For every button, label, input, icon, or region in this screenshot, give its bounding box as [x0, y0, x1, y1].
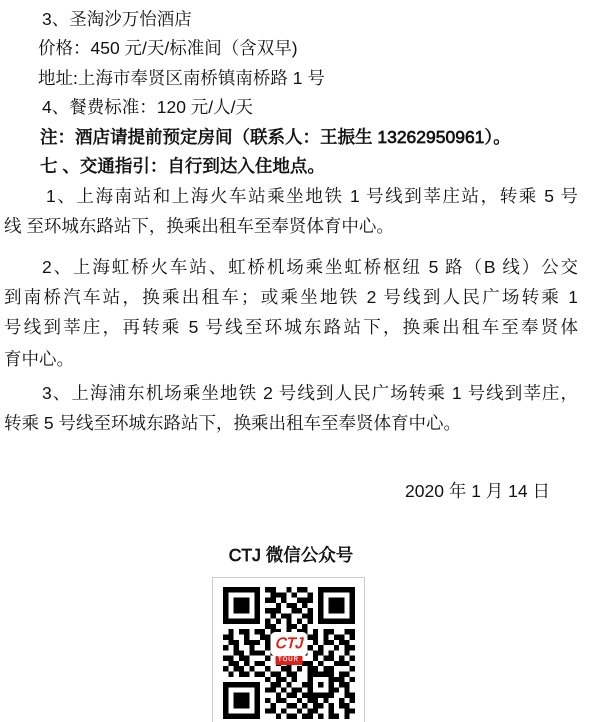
- route1-line1: 1、上海南站和上海火车站乘坐地铁 1 号线到莘庄站，转乘 5 号: [46, 186, 578, 206]
- booking-note-line: 注：酒店请提前预定房间（联系人：王振生 13262950961）。: [40, 127, 511, 147]
- hotel-price-line: 价格：450 元/天/标准间（含双早): [38, 38, 298, 58]
- route2-line3: 号线到莘庄，再转乘 5 号线至环城东路站下，换乘出租车至奉贤体: [4, 317, 578, 337]
- traffic-guide-heading: 七 、交通指引：自行到达入住地点。: [40, 156, 325, 176]
- document-date: 2020 年 1 月 14 日: [405, 481, 550, 501]
- meal-standard-line: 4、餐费标准：120 元/人/天: [42, 97, 254, 117]
- qr-image-frame: [212, 577, 365, 722]
- route3-line1: 3、上海浦东机场乘坐地铁 2 号线到人民广场转乘 1 号线到莘庄，: [42, 383, 578, 403]
- route2-line2: 到南桥汽车站，换乘出租车；或乘坐地铁 2 号线到人民广场转乘 1: [4, 287, 578, 307]
- ctj-logo-text: CTJ: [270, 632, 307, 656]
- ctj-logo: [270, 632, 307, 665]
- hotel-name-line: 3、圣淘沙万怡酒店: [42, 9, 192, 29]
- qr-caption: CTJ 微信公众号: [228, 545, 354, 565]
- route3-line2: 转乘 5 号线至环城东路站下，换乘出租车至奉贤体育中心。: [4, 413, 461, 433]
- route2-line1: 2、上海虹桥火车站、虹桥机场乘坐虹桥枢纽 5 路（B 线）公交: [42, 257, 578, 277]
- hotel-address-line: 地址:上海市奉贤区南桥镇南桥路 1 号: [38, 68, 325, 88]
- route1-line2: 线 至环城东路站下，换乘出租车至奉贤体育中心。: [4, 216, 394, 236]
- route2-line4: 育中心。: [4, 349, 74, 369]
- ctj-logo-subtext: TOUR: [275, 656, 302, 665]
